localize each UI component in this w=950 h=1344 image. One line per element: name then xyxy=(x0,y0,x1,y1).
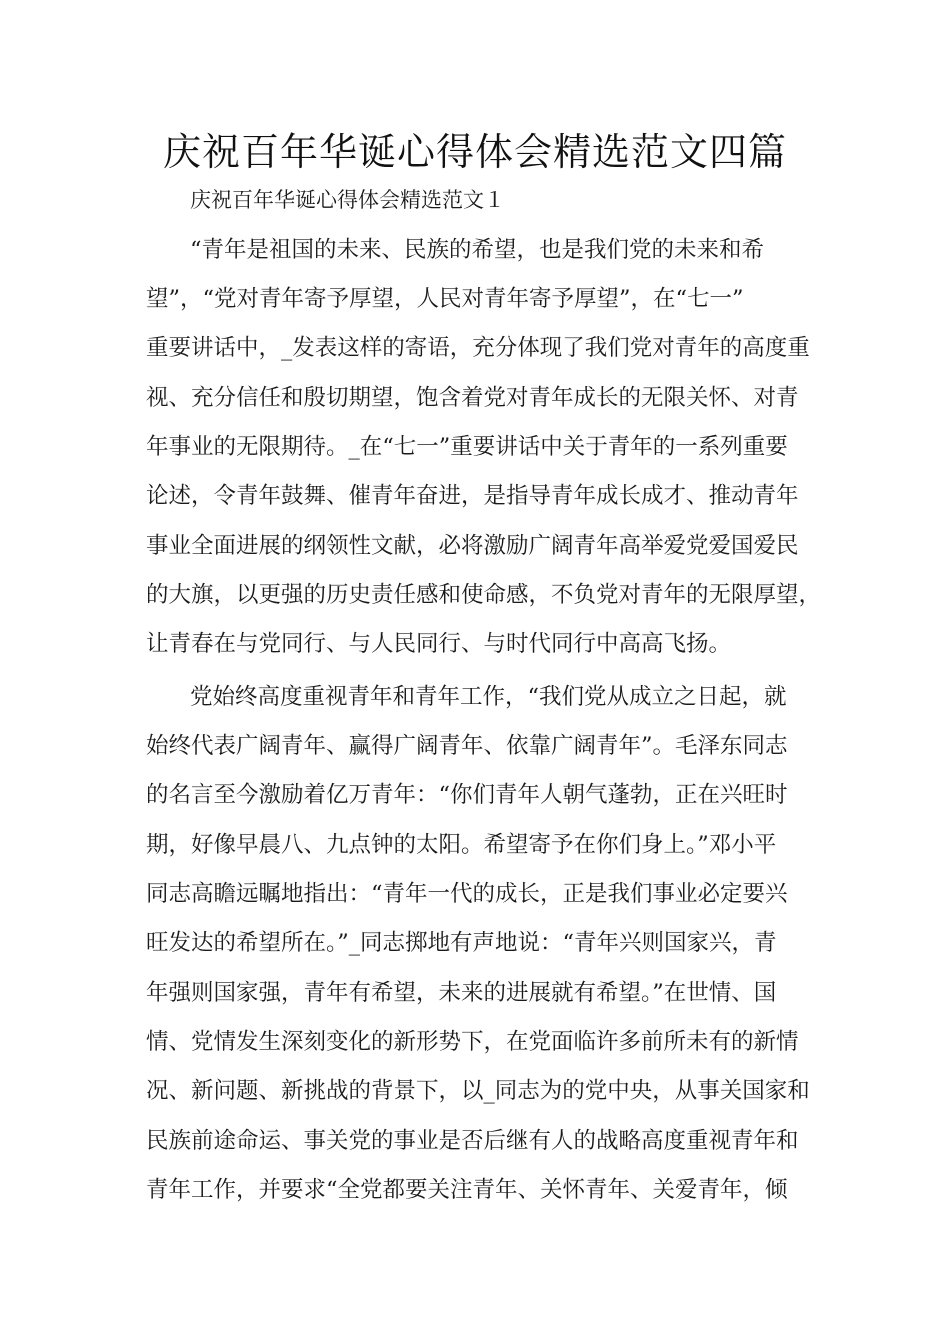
text-line: 青年工作，并要求“全党都要关注青年、关怀青年、关爱青年，倾 xyxy=(146,1177,788,1203)
text-line: 事业全面进展的纲领性文献，必将激励广阔青年高举爱党爱国爱民 xyxy=(146,533,799,559)
text-line: 年强则国家强，青年有希望，未来的进展就有希望。”在世情、国 xyxy=(146,980,777,1006)
text-line: 始终代表广阔青年、赢得广阔青年、依靠广阔青年”。毛泽东同志 xyxy=(146,733,788,759)
text-line: 旺发达的希望所在。”_同志掷地有声地说：“青年兴则国家兴，青 xyxy=(146,930,777,956)
text-line: 情、党情发生深刻变化的新形势下，在党面临许多前所未有的新情 xyxy=(146,1029,799,1055)
document-title: 庆祝百年华诞心得体会精选范文四篇 xyxy=(162,130,787,174)
text-line: 重要讲话中，_发表这样的寄语，充分体现了我们党对青年的高度重 xyxy=(146,335,810,361)
text-line: 期，好像早晨八、九点钟的太阳。希望寄予在你们身上。”邓小平 xyxy=(146,832,777,858)
text-line: 望”，“党对青年寄予厚望，人民对青年寄予厚望”，在“七一” xyxy=(146,286,744,312)
text-line: 况、新问题、新挑战的背景下，以_同志为的党中央，从事关国家和 xyxy=(146,1078,810,1104)
text-line: 年事业的无限期待。_在“七一”重要讲话中关于青年的一系列重要 xyxy=(146,434,788,460)
text-line: 让青春在与党同行、与人民同行、与时代同行中高高飞扬。 xyxy=(146,631,732,657)
text-line: 民族前途命运、事关党的事业是否后继有人的战略高度重视青年和 xyxy=(146,1128,799,1154)
text-line: 的大旗，以更强的历史责任感和使命感，不负党对青年的无限厚望， xyxy=(146,582,822,608)
text-line: “青年是祖国的未来、民族的希望，也是我们党的未来和希 xyxy=(190,237,765,263)
text-line: 论述，令青年鼓舞、催青年奋进，是指导青年成长成才、推动青年 xyxy=(146,483,799,509)
text-line: 同志高瞻远瞩地指出：“青年一代的成长，正是我们事业必定要兴 xyxy=(146,881,788,907)
text-line: 视、充分信任和殷切期望，饱含着党对青年成长的无限关怀、对青 xyxy=(146,385,799,411)
text-line: 党始终高度重视青年和青年工作，“我们党从成立之日起，就 xyxy=(190,684,787,710)
section-heading: 庆祝百年华诞心得体会精选范文１ xyxy=(190,188,505,212)
text-line: 的名言至今激励着亿万青年：“你们青年人朝气蓬勃，正在兴旺时 xyxy=(146,782,788,808)
